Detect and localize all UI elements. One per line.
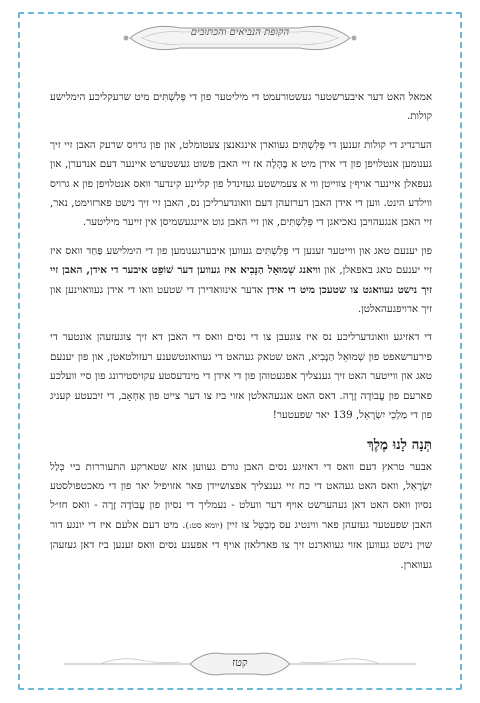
header-title: הקופת הנביאים והכתובים — [190, 27, 290, 38]
paragraph-3 — [50, 242, 432, 320]
paragraph-2: הערנדיג די קולות זענען די פְּלִשְׁתִּים געווארן אינגאנצן צעטומלט, און פון גרויס שרעק האבן זיי זיך גענומען אנטלויפן פון די אידן מיט א בֶּהָלָה אז זיי האבן פשוט געשטערט איינער דעם אנדערן, און געפאלן איינער אויף׳ן צווייטן ווי א צעמישטע געזינדל פון קליינע קינדער וואס אנטלויפן פון א גרויס ווילדע הינט. ווען די אידן האבן דערזעהן דעם וואונדערליכן נס, האבן זיי זיך נישט פארזוימט, נאר, זיי האבן אנגעהויבן נאכיאגן די פְּלִשְׁתִּים, און זיי האבן גוט איינגעשמיסן אין זייער מיליטער. — [50, 138, 432, 229]
paragraph-3-text: פון יענעם טאג און ווייטער זענען די פְּלִשְׁתִּים געווען איבערגענומען פון די הימלישע פַּחַד וואס איז זיי יענעם טאג באפאלן, און — [50, 244, 432, 277]
section-heading: תְּנָה לָנוּ מֶלֶךְ — [367, 436, 432, 453]
paragraph-3-bold: וויאנג שְׁמוּאֵל הַנָּבִיא איז געווען דער שׁוֹפֵט איבער די אידן, האבן זיי זיך נישט געוואגט צו שטעכן מיט די אידן — [50, 264, 432, 296]
paragraph-1: אמאל האט דער איבערשטער געשטורעמט די מיליטער פון די פְּלִשְׁתִּים מיט שרעקליכע הימלישע קולות. — [50, 91, 432, 123]
header-ornament — [120, 18, 360, 58]
footer-banner — [60, 646, 420, 682]
paragraph-5-note: (יומא סט:) — [185, 520, 223, 531]
paragraph-3-tail: אדער אינוואדירן די שטעט וואו די אידן געוואוינען און זיך ארויפגעהאלטן. — [50, 283, 432, 316]
header-banner — [120, 18, 360, 58]
paragraph-5 — [50, 458, 432, 575]
paragraph-5-text: אבער טראץ דעם וואס די דאזיגע נסים האבן גורם געווען אזא שטארקע התעוררות ביי כְּלַל יִשְׂרָאֵל, וואס האט געהאט די כח זיי גענצליך אפצושיידן פאר אזויפיל יאר פון די מאכטפולסטע נסיון וואס האט דאן געהערשט אויף דער וועלט - נעמליך די נסיון פון עֲבוֹדָה זָרָה - וואס חז״ל האבן שפעטער געזעהן פאר ווינטיג עס מְבַטֵּל צו זיין — [50, 460, 432, 531]
page-content — [50, 88, 432, 608]
page-number: קטז — [232, 656, 248, 669]
paragraph-4: די דאזיגע וואונדערליכע נס איז צוגעבן צו די נסים וואס די האבן דא זיך צוגעזעהן אונטער די פירערשאפט פון שְׁמוּאֵל הַנָּבִיא, האט שטאק געהאט די געוואונטשענע רעזולטאטן, און פון יענעם טאג און ווייטער האט זיך גענצליך אפגעטוהן פון די אידן די מינדעסטע עקזיסטירונג פון סיי וועלכע פארעם פון עֲבוֹדָה זָרָה. דאס האט אנגעהאלטן אזוי ביז צו דער צייט פון אַחְאָב, די זיבעטע קעניג פון די מַלְכֵי יִשְׂרָאֵל, 139 יאר שפעטער! — [50, 331, 432, 422]
paragraph-5-tail: . מיט דעם אלעם איז די יונגע דור שוין נישט געווען אזוי געווארנט זיך צו פארלאזן אויף די אפענע נסים וואס זענען ביז דאן געזעהן געווארן. — [50, 518, 432, 571]
